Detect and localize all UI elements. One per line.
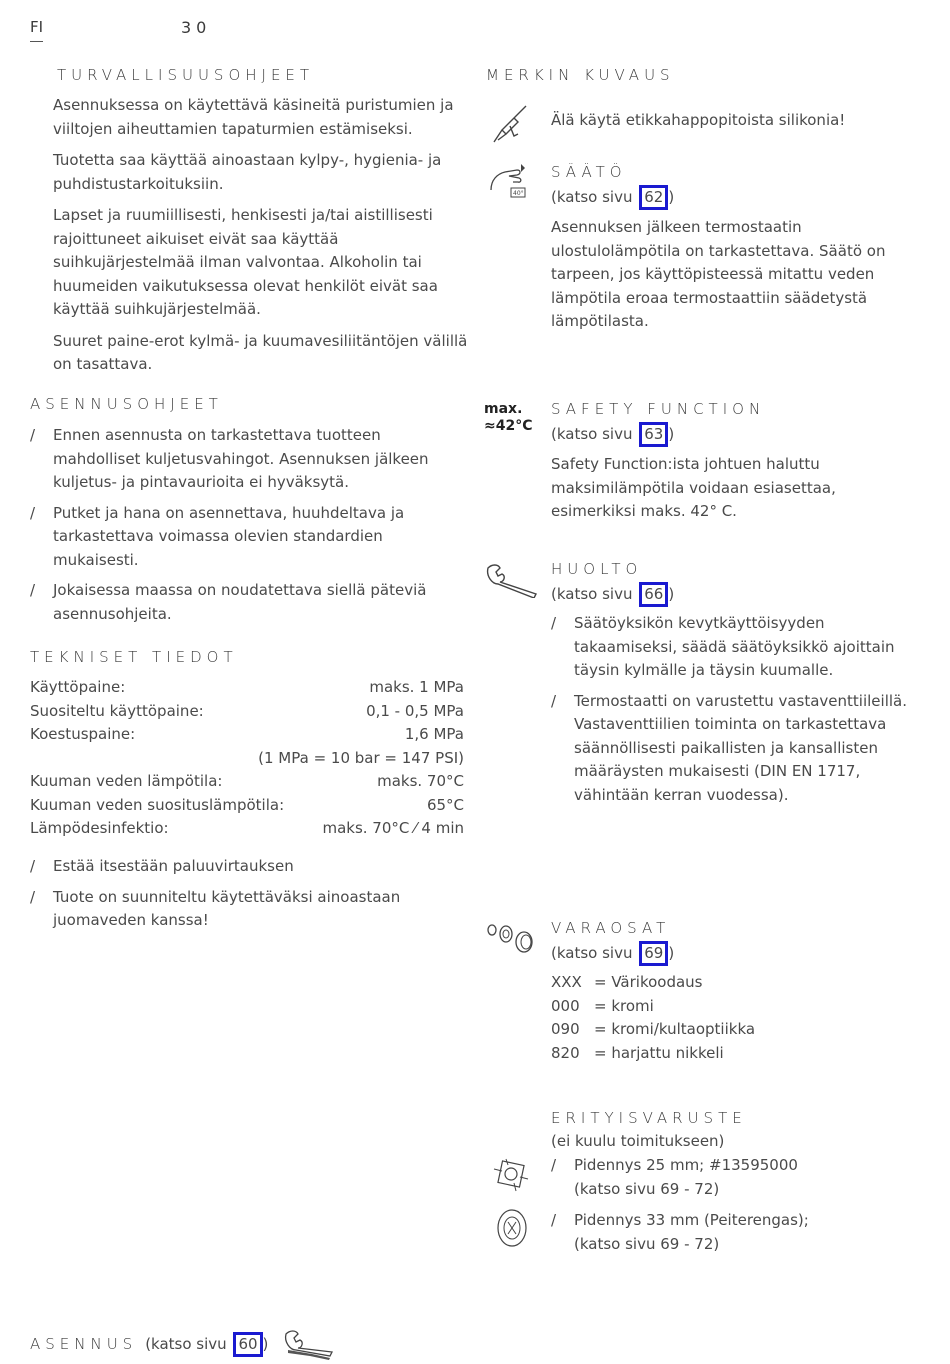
list-item: / Säätöyksikön kevytkäyttöisyyden takaamiseksi, säädä säätöyksikkö ajoittain täysin kylmälle ja täysin kuumalle. [551, 614, 895, 679]
silicone-warning: Älä käytä etikkahappopitoista silikonia! [551, 111, 846, 129]
page-reference-link[interactable]: 66 [639, 582, 668, 607]
list-item: 000 = kromi [551, 996, 654, 1015]
safety-paragraph: Asennuksessa on käytettävä käsineitä puristumien ja viiltojen aiheuttamien tapaturmien estämiseksi. [53, 96, 454, 138]
page-number: 30 [181, 18, 212, 37]
symbols-heading: MERKIN KUVAUS [486, 66, 675, 84]
list-item: / Pidennys 25 mm; #13595000 (katso sivu 69 - 72) [551, 1156, 798, 1198]
page-reference-link[interactable]: 60 [233, 1332, 262, 1357]
maintenance-ref: (katso sivu 66 ) [551, 582, 674, 607]
list-item: / Ennen asennusta on tarkastettava tuotteen mahdolliset kuljetusvahingot. Asennuksen jälkeen kuljetus- ja pintavaurioita ei hyväksytä. [30, 426, 429, 491]
footer-installation [30, 1328, 336, 1360]
wrench-icon [484, 562, 540, 598]
page-reference-link[interactable]: 63 [639, 422, 668, 447]
spec-row: Käyttöpaine: maks. 1 MPa [30, 678, 464, 696]
footer-heading: ASENNUS [30, 1335, 138, 1353]
extension-25mm-icon [490, 1155, 532, 1195]
safety-function-ref: (katso sivu 63 ) [551, 422, 674, 447]
silicone-gun-icon [488, 102, 532, 146]
list-item: 820 = harjattu nikkeli [551, 1043, 724, 1062]
safety-paragraph: Suuret paine-erot kylmä- ja kuumavesiliitäntöjen välillä on tasattava. [53, 331, 468, 373]
spare-parts-ref: (katso sivu 69 ) [551, 941, 674, 966]
safety-paragraph: Lapset ja ruumiillisesti, henkisesti ja/tai aistillisesti rajoittuneet aikuiset eivät saa käyttää suihkujärjestelmää ilman valvontaa. Alkoholin tai huumeiden vaikutuksessa olevat henkilöt eivät saa käyttää suihkujärjestelmää. [53, 206, 438, 318]
adjustment-ref: (katso sivu 62 ) [551, 185, 674, 210]
spec-row: Lämpödesinfektio: maks. 70°C ⁄ 4 min [30, 819, 464, 837]
spec-row: Kuuman veden suosituslämpötila: 65°C [30, 795, 464, 814]
safety-section [53, 94, 468, 385]
tools-icon [282, 1328, 336, 1360]
technical-specs [30, 676, 464, 841]
list-item: / Termostaatti on varustettu vastaventtiileillä. Vastaventtiilien toiminta on tarkastettava säännöllisesti paikallisten ja kansallisten määräysten mukaisesti (DIN EN 1717, vähintään kerran vuodessa). [551, 691, 907, 804]
accessories-subtitle: (ei kuulu toimitukseen) [551, 1132, 725, 1150]
thermometer-label: 40° [513, 190, 524, 197]
list-item: / Putket ja hana on asennettava, huuhdeltava ja tarkastettava voimassa olevien standardien mukaisesti. [30, 503, 405, 569]
page-reference-link[interactable]: 69 [639, 941, 668, 966]
installation-list [30, 424, 465, 633]
list-item: / Jokaisessa maassa on noudatettava siellä päteviä asennusohjeita. [30, 581, 427, 623]
list-item: XXX = Värikoodaus [551, 973, 703, 991]
adjustment-heading: SÄÄTÖ [551, 163, 627, 181]
spare-parts-icon [484, 920, 540, 956]
list-item: 090 = kromi/kultaoptiikka [551, 1020, 756, 1038]
safety-paragraph: Tuotetta saa käyttää ainoastaan kylpy-, hygienia- ja puhdistustarkoituksiin. [53, 151, 442, 193]
technical-list [30, 855, 465, 940]
list-item: / Estää itsestään paluuvirtauksen [30, 857, 294, 875]
list-item: / Pidennys 33 mm (Peiterengas); (katso sivu 69 - 72) [551, 1211, 809, 1253]
technical-heading: TEKNISET TIEDOT [30, 648, 238, 666]
pressure-note: (1 MPa = 10 bar = 147 PSI) [258, 748, 464, 767]
safety-function-body: Safety Function:ista johtuen haluttu maksimilämpötila voidaan esiasettaa, esimerkiksi maks. 42° C. [551, 455, 836, 520]
safety-heading: TURVALLISUUSOHJEET [57, 66, 315, 84]
page-reference-link[interactable]: 62 [639, 185, 668, 210]
adjustment-body: Asennuksen jälkeen termostaatin ulostulolämpötila on tarkastettava. Säätö on tarpeen, jos käyttöpisteessä mitattu veden lämpötila eroaa termostaattiin säädetystä lämpötilasta. [551, 218, 886, 330]
accessories-heading: ERITYISVARUSTE [551, 1109, 747, 1127]
hand-thermometer-icon [487, 160, 533, 202]
extension-33mm-icon [494, 1208, 530, 1248]
accessories-list [551, 1154, 921, 1263]
spec-row: Kuuman veden lämpötila: maks. 70°C [30, 772, 464, 790]
spare-parts-heading: VARAOSAT [551, 919, 671, 937]
safety-function-heading: SAFETY FUNCTION [551, 400, 766, 418]
language-code: FI [30, 18, 44, 36]
footer-ref: (katso sivu 60 ) [145, 1332, 268, 1357]
maintenance-heading: HUOLTO [551, 560, 643, 578]
spec-row: Koestuspaine: 1,6 MPa [30, 725, 464, 743]
maintenance-list [551, 612, 921, 814]
max-temperature-icon: max. ≈42°C [484, 401, 533, 434]
spec-row: Suositeltu käyttöpaine: 0,1 - 0,5 MPa [30, 701, 464, 720]
list-item: / Tuote on suunniteltu käytettäväksi ainoastaan juomaveden kanssa! [30, 887, 401, 929]
installation-heading: ASENNUSOHJEET [30, 395, 223, 413]
color-code-list [551, 971, 755, 1065]
